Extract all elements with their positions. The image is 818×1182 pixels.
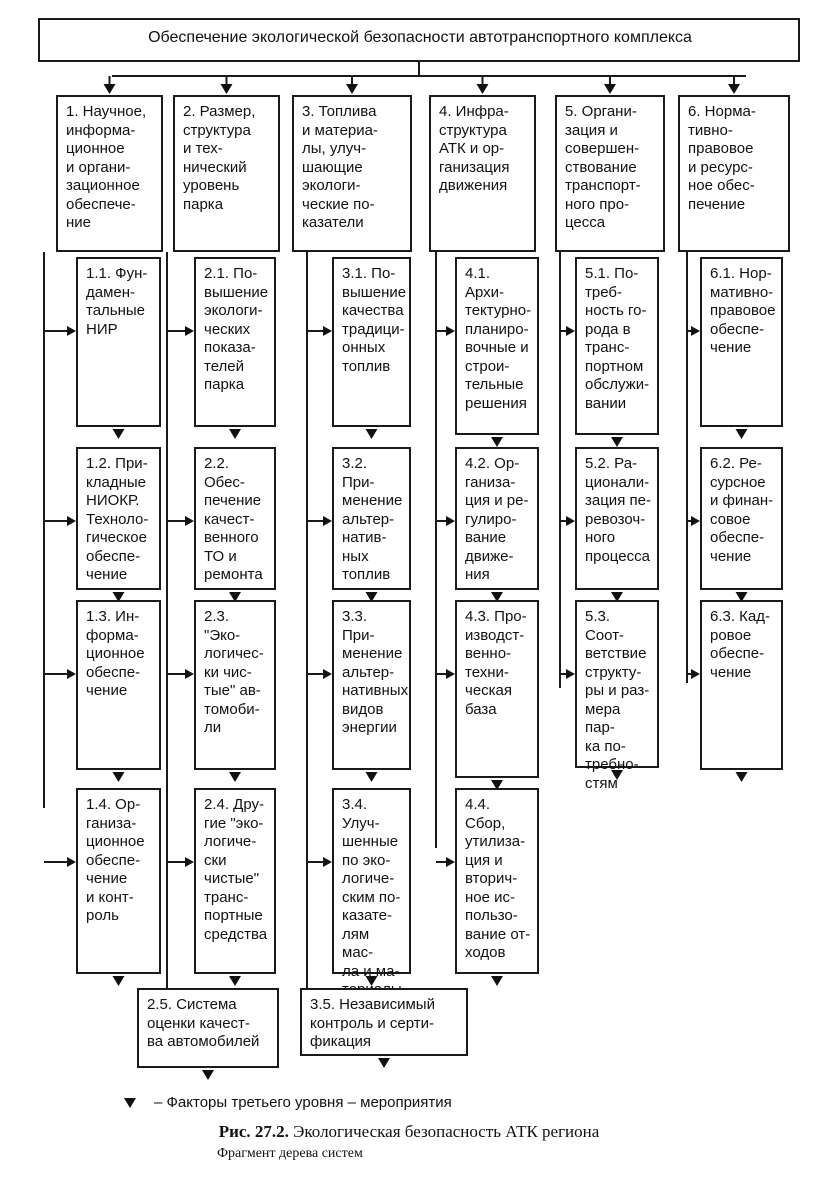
item-box-2-1: 2.1. По- вышение экологи- ческих показа- телей парка [194,257,276,427]
branch-arrow-6-3 [691,669,700,679]
branch-arrow-4-1 [446,326,455,336]
root-box: Обеспечение экологической безопасности автотранспортного комплекса [38,18,800,62]
column-box-1: 1. Научное, информа- ционное и органи- зационное обеспече- ние [56,95,163,252]
figure-number: Рис. 27.2. [218,1122,289,1141]
item-box-2-5: 2.5. Система оценки качест- ва автомобилей [137,988,279,1068]
branch-arrow-1-4 [67,857,76,867]
triangle-down-icon [124,1098,136,1108]
item-box-1-1: 1.1. Фун- дамен- тальные НИР [76,257,161,427]
column-arrow-2 [221,84,233,94]
branch-arrow-2-4 [185,857,194,867]
column-box-3: 3. Топлива и материа- лы, улуч- шающие экологи- ческие по- казатели [292,95,412,252]
factor-triangle-6-1 [736,429,748,439]
factor-triangle-5-1 [611,437,623,447]
figure-title: Экологическая безопасность АТК региона [293,1122,600,1141]
column-arrow-4 [477,84,489,94]
legend [124,1094,452,1111]
item-box-5-3: 5.3. Соот- ветствие структу- ры и раз- мера пар- ка по- требно- стям [575,600,659,768]
factor-triangle-1-1 [113,429,125,439]
branch-arrow-5-2 [566,516,575,526]
item-box-6-3: 6.3. Кад- ровое обеспе- чение [700,600,783,770]
item-box-3-5: 3.5. Независимый контроль и серти- фикация [300,988,468,1056]
factor-triangle-3-3 [366,772,378,782]
item-box-2-2: 2.2. Обес- печение качест- венного ТО и ремонта [194,447,276,590]
branch-arrow-4-4 [446,857,455,867]
factor-triangle-2-3 [229,772,241,782]
item-box-5-2: 5.2. Ра- ционали- зация пе- ревозоч- ного процесса [575,447,659,590]
factor-triangle-2-5 [202,1070,214,1080]
column-arrow-1 [104,84,116,94]
branch-arrow-6-1 [691,326,700,336]
column-box-5: 5. Органи- зация и совершен- ствование транспорт- ного про- цесса [555,95,665,252]
item-box-1-4: 1.4. Ор- ганиза- ционное обеспе- чение и конт- роль [76,788,161,974]
item-box-2-4: 2.4. Дру- гие "эко- логиче- ски чистые" транс- портные средства [194,788,276,974]
item-box-1-2: 1.2. При- кладные НИОКР. Техноло- гическое обеспе- чение [76,447,161,590]
branch-arrow-1-3 [67,669,76,679]
item-box-5-1: 5.1. По- треб- ность го- рода в транс- портном обслужи- вании [575,257,659,435]
factor-triangle-6-3 [736,772,748,782]
item-box-4-2: 4.2. Ор- ганиза- ция и ре- гулиро- вание движе- ния [455,447,539,590]
branch-arrow-3-3 [323,669,332,679]
branch-arrow-5-1 [566,326,575,336]
item-box-4-3: 4.3. Про- изводст- венно- техни- ческая база [455,600,539,778]
column-arrow-6 [728,84,740,94]
factor-triangle-3-5 [378,1058,390,1068]
factor-triangle-2-1 [229,429,241,439]
item-box-4-4: 4.4. Сбор, утилиза- ция и вторич- ное ис- пользо- вание от- ходов [455,788,539,974]
branch-arrow-5-3 [566,669,575,679]
factor-triangle-1-4 [113,976,125,986]
column-box-6: 6. Норма- тивно- правовое и ресурс- ное обес- печение [678,95,790,252]
legend-text: – Факторы третьего уровня – мероприятия [154,1094,452,1111]
branch-arrow-3-1 [323,326,332,336]
branch-arrow-1-1 [67,326,76,336]
figure-subtitle: Фрагмент дерева систем [217,1146,363,1161]
branch-arrow-4-2 [446,516,455,526]
column-arrow-5 [604,84,616,94]
branch-arrow-3-2 [323,516,332,526]
item-box-3-3: 3.3. При- менение альтер- нативных видов энергии [332,600,411,770]
column-box-2: 2. Размер, структура и тех- нический уровень парка [173,95,280,252]
item-box-3-1: 3.1. По- вышение качества традици- онных топлив [332,257,411,427]
figure-caption [0,1122,818,1142]
factor-triangle-3-1 [366,429,378,439]
branch-arrow-3-4 [323,857,332,867]
item-box-4-1: 4.1. Архи- тектурно- планиро- вочные и строи- тельные решения [455,257,539,435]
factor-triangle-4-1 [491,437,503,447]
item-box-2-3: 2.3. "Эко- логичес- ки чис- тые" ав- томоби- ли [194,600,276,770]
branch-arrow-1-2 [67,516,76,526]
branch-arrow-2-1 [185,326,194,336]
branch-arrow-6-2 [691,516,700,526]
column-box-4: 4. Инфра- структура АТК и ор- ганизация движения [429,95,536,252]
factor-triangle-1-3 [113,772,125,782]
item-box-3-2: 3.2. При- менение альтер- натив- ных топлив [332,447,411,590]
factor-triangle-2-4 [229,976,241,986]
branch-arrow-2-3 [185,669,194,679]
branch-arrow-4-3 [446,669,455,679]
factor-triangle-4-4 [491,976,503,986]
branch-arrow-2-2 [185,516,194,526]
column-arrow-3 [346,84,358,94]
item-box-3-4: 3.4. Улуч- шенные по эко- логиче- ским по- казате- лям мас- ла и ма- [332,788,411,974]
item-box-6-1: 6.1. Нор- мативно- правовое обеспе- чение [700,257,783,427]
item-box-6-2: 6.2. Ре- сурсное и финан- совое обеспе- чение [700,447,783,590]
item-box-1-3: 1.3. Ин- форма- ционное обеспе- чение [76,600,161,770]
